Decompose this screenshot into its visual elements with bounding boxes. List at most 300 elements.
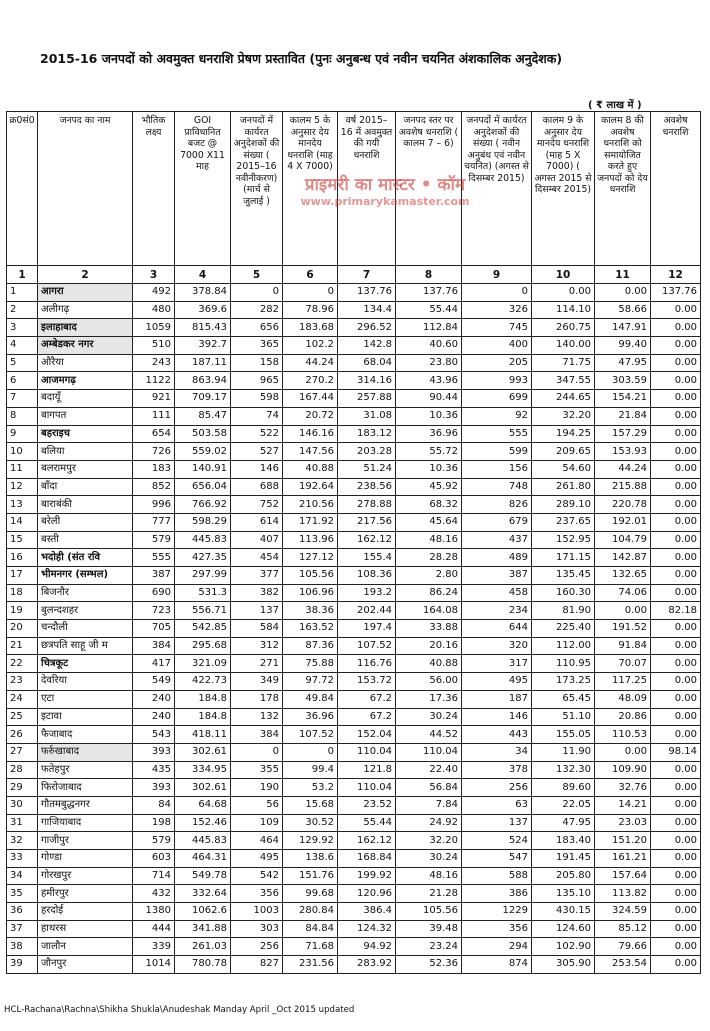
value-cell: 205.80 [532,867,595,885]
value-cell: 303 [231,920,283,938]
value-cell: 289.10 [532,496,595,514]
value-cell: 14.21 [595,796,651,814]
value-cell: 45.92 [396,478,462,496]
header-cell: क्र0सं0 [7,112,38,266]
value-cell: 555 [133,549,175,567]
value-cell: 51.10 [532,708,595,726]
value-cell: 48.16 [396,531,462,549]
value-cell: 167.44 [283,390,338,408]
serial-cell: 25 [7,708,38,726]
value-cell: 152.95 [532,531,595,549]
value-cell: 146.16 [283,425,338,443]
value-cell: 531.3 [175,584,231,602]
value-cell: 129.92 [283,832,338,850]
district-cell: आजमगढ़ [38,372,133,390]
value-cell: 0.00 [651,460,701,478]
value-cell: 356 [231,885,283,903]
value-cell: 124.60 [532,920,595,938]
serial-cell: 32 [7,832,38,850]
value-cell: 112.84 [396,319,462,337]
value-cell: 1122 [133,372,175,390]
header-cell: जनपदों में कार्यरत अनुदेशकों की संख्या ( नवीन अनुबंध एवं नवीन चयनित) (अगस्त से दिसम्बर 2015) [462,112,532,266]
value-cell: 382 [231,584,283,602]
value-cell: 110.53 [595,726,651,744]
value-cell: 524 [462,832,532,850]
value-cell: 110.95 [532,655,595,673]
value-cell: 464 [231,832,283,850]
value-cell: 134.4 [338,301,396,319]
value-cell: 393 [133,743,175,761]
value-cell: 489 [462,549,532,567]
value-cell: 355 [231,761,283,779]
value-cell: 0.00 [651,425,701,443]
header-cell: अवशेष धनराशि [651,112,701,266]
column-number: 3 [133,266,175,284]
value-cell: 94.92 [338,938,396,956]
value-cell: 36.96 [396,425,462,443]
serial-cell: 15 [7,531,38,549]
value-cell: 102.90 [532,938,595,956]
value-cell: 194.25 [532,425,595,443]
value-cell: 193.2 [338,584,396,602]
value-cell: 418.11 [175,726,231,744]
value-cell: 0.00 [651,319,701,337]
value-cell: 407 [231,531,283,549]
value-cell: 993 [462,372,532,390]
value-cell: 261.80 [532,478,595,496]
value-cell: 1062.6 [175,903,231,921]
value-cell: 0.00 [651,372,701,390]
district-cell: गाजीपुर [38,832,133,850]
value-cell: 151.76 [283,867,338,885]
value-cell: 74 [231,407,283,425]
serial-cell: 33 [7,850,38,868]
value-cell: 87.36 [283,637,338,655]
value-cell: 244.65 [532,390,595,408]
serial-cell: 1 [7,284,38,302]
value-cell: 55.44 [396,301,462,319]
value-cell: 102.2 [283,337,338,355]
value-cell: 205 [462,354,532,372]
value-cell: 656 [231,319,283,337]
value-cell: 67.2 [338,708,396,726]
value-cell: 142.87 [595,549,651,567]
district-cell: गोण्डा [38,850,133,868]
value-cell: 0.00 [651,337,701,355]
value-cell: 0.00 [651,443,701,461]
value-cell: 108.36 [338,567,396,585]
value-cell: 109.90 [595,761,651,779]
value-cell: 137.76 [338,284,396,302]
value-cell: 283.92 [338,956,396,974]
value-cell: 81.90 [532,602,595,620]
value-cell: 314.16 [338,372,396,390]
value-cell: 203.28 [338,443,396,461]
value-cell: 261.03 [175,938,231,956]
value-cell: 113.82 [595,885,651,903]
value-cell: 780.78 [175,956,231,974]
serial-cell: 11 [7,460,38,478]
value-cell: 584 [231,620,283,638]
value-cell: 74.06 [595,584,651,602]
table-row [7,620,701,638]
value-cell: 156 [462,460,532,478]
value-cell: 158 [231,354,283,372]
table-row [7,655,701,673]
value-cell: 378 [462,761,532,779]
value-cell: 332.64 [175,885,231,903]
district-cell: हाथरस [38,920,133,938]
value-cell: 303.59 [595,372,651,390]
value-cell: 107.52 [338,637,396,655]
value-cell: 187 [462,690,532,708]
value-cell: 157.64 [595,867,651,885]
table-row [7,726,701,744]
value-cell: 334.95 [175,761,231,779]
value-cell: 71.75 [532,354,595,372]
value-cell: 0 [283,743,338,761]
table-row [7,867,701,885]
value-cell: 146 [462,708,532,726]
value-cell: 171.92 [283,513,338,531]
value-cell: 84.84 [283,920,338,938]
value-cell: 0 [231,284,283,302]
value-cell: 0.00 [532,284,595,302]
value-cell: 559.02 [175,443,231,461]
value-cell: 527 [231,443,283,461]
value-cell: 153.93 [595,443,651,461]
value-cell: 543 [133,726,175,744]
value-cell: 0.00 [651,796,701,814]
value-cell: 588 [462,867,532,885]
table-row [7,690,701,708]
value-cell: 135.10 [532,885,595,903]
column-number: 6 [283,266,338,284]
value-cell: 699 [462,390,532,408]
value-cell: 127.12 [283,549,338,567]
value-cell: 173.25 [532,673,595,691]
value-cell: 690 [133,584,175,602]
value-cell: 11.90 [532,743,595,761]
value-cell: 30.52 [283,814,338,832]
serial-cell: 19 [7,602,38,620]
value-cell: 191.52 [595,620,651,638]
serial-cell: 9 [7,425,38,443]
value-cell: 190 [231,779,283,797]
value-cell: 24.92 [396,814,462,832]
value-cell: 110.04 [338,743,396,761]
value-cell: 2.80 [396,567,462,585]
table-row [7,478,701,496]
value-cell: 184.8 [175,708,231,726]
value-cell: 164.08 [396,602,462,620]
value-cell: 187.11 [175,354,231,372]
column-number: 2 [38,266,133,284]
serial-cell: 12 [7,478,38,496]
table-row [7,673,701,691]
value-cell: 120.96 [338,885,396,903]
table-row [7,637,701,655]
district-cell: अम्बेडकर नगर [38,337,133,355]
column-number: 5 [231,266,283,284]
value-cell: 225.40 [532,620,595,638]
value-cell: 105.56 [283,567,338,585]
value-cell: 23.52 [338,796,396,814]
value-cell: 198 [133,814,175,832]
value-cell: 0.00 [651,726,701,744]
value-cell: 688 [231,478,283,496]
value-cell: 278.88 [338,496,396,514]
table-row [7,796,701,814]
value-cell: 0.00 [651,567,701,585]
value-cell: 0.00 [651,761,701,779]
serial-cell: 29 [7,779,38,797]
value-cell: 140.91 [175,460,231,478]
value-cell: 777 [133,513,175,531]
value-cell: 0.00 [651,584,701,602]
value-cell: 341.88 [175,920,231,938]
value-cell: 0.00 [651,496,701,514]
value-cell: 0.00 [651,390,701,408]
value-cell: 67.2 [338,690,396,708]
value-cell: 184.8 [175,690,231,708]
district-cell: बाराबंकी [38,496,133,514]
header-cell: जनपद स्तर पर अवशेष धनराशि ( कालम 7 – 6) [396,112,462,266]
value-cell: 54.60 [532,460,595,478]
district-cell: गाजियाबाद [38,814,133,832]
district-cell: फैजाबाद [38,726,133,744]
watermark-url: www.primarykamaster.com [300,195,470,208]
value-cell: 137.76 [651,284,701,302]
value-cell: 0.00 [651,637,701,655]
value-cell: 7.84 [396,796,462,814]
value-cell: 435 [133,761,175,779]
value-cell: 547 [462,850,532,868]
district-cell: फर्रुखाबाद [38,743,133,761]
table-row [7,354,701,372]
value-cell: 162.12 [338,832,396,850]
district-cell: बिजनौर [38,584,133,602]
value-cell: 33.88 [396,620,462,638]
value-cell: 38.36 [283,602,338,620]
value-cell: 271 [231,655,283,673]
value-cell: 257.88 [338,390,396,408]
table-row [7,337,701,355]
value-cell: 231.56 [283,956,338,974]
value-cell: 79.66 [595,938,651,956]
value-cell: 135.45 [532,567,595,585]
value-cell: 132.30 [532,761,595,779]
value-cell: 71.68 [283,938,338,956]
value-cell: 0.00 [651,655,701,673]
serial-cell: 39 [7,956,38,974]
serial-cell: 36 [7,903,38,921]
value-cell: 20.16 [396,637,462,655]
value-cell: 137 [231,602,283,620]
value-cell: 437 [462,531,532,549]
value-cell: 56.84 [396,779,462,797]
value-cell: 91.84 [595,637,651,655]
value-cell: 522 [231,425,283,443]
value-cell: 422.73 [175,673,231,691]
value-cell: 0.00 [651,407,701,425]
table-row [7,390,701,408]
value-cell: 458 [462,584,532,602]
value-cell: 99.4 [283,761,338,779]
column-number: 4 [175,266,231,284]
header-cell: कालम 9 के अनुसार देय मानदेय धनराशि (माह 5 X 7000) ( अगस्त 2015 से दिसम्बर 2015) [532,112,595,266]
district-cell: जौनपुर [38,956,133,974]
serial-cell: 6 [7,372,38,390]
value-cell: 82.18 [651,602,701,620]
district-cell: भदोही (संत रवि [38,549,133,567]
value-cell: 192.01 [595,513,651,531]
column-number: 7 [338,266,396,284]
value-cell: 400 [462,337,532,355]
value-cell: 549 [133,673,175,691]
table-row [7,319,701,337]
value-cell: 305.90 [532,956,595,974]
value-cell: 614 [231,513,283,531]
header-cell: कालम 8 की अवशेष धनराशि को समायोजित करते हुए जनपदों को देय धनराशि [595,112,651,266]
district-cell: औरैया [38,354,133,372]
value-cell: 47.95 [595,354,651,372]
table-row [7,779,701,797]
value-cell: 0.00 [651,814,701,832]
value-cell: 48.16 [396,867,462,885]
unit-note: ( ₹ लाख में ) [588,100,642,111]
value-cell: 162.12 [338,531,396,549]
value-cell: 0.00 [595,284,651,302]
value-cell: 32.20 [396,832,462,850]
value-cell: 579 [133,832,175,850]
value-cell: 171.15 [532,549,595,567]
value-cell: 464.31 [175,850,231,868]
value-cell: 495 [462,673,532,691]
table-row [7,284,701,302]
value-cell: 297.99 [175,567,231,585]
value-cell: 132 [231,708,283,726]
value-cell: 85.12 [595,920,651,938]
value-cell: 111 [133,407,175,425]
value-cell: 253.54 [595,956,651,974]
value-cell: 369.6 [175,301,231,319]
value-cell: 183.68 [283,319,338,337]
value-cell: 427.35 [175,549,231,567]
value-cell: 116.76 [338,655,396,673]
value-cell: 168.84 [338,850,396,868]
value-cell: 321.09 [175,655,231,673]
value-cell: 863.94 [175,372,231,390]
value-cell: 243 [133,354,175,372]
value-cell: 542 [231,867,283,885]
serial-cell: 8 [7,407,38,425]
value-cell: 0.00 [651,549,701,567]
value-cell: 112.00 [532,637,595,655]
value-cell: 110.04 [396,743,462,761]
value-cell: 295.68 [175,637,231,655]
value-cell: 280.84 [283,903,338,921]
serial-cell: 4 [7,337,38,355]
table-row [7,885,701,903]
district-cell: इलाहाबाद [38,319,133,337]
value-cell: 110.04 [338,779,396,797]
column-number: 9 [462,266,532,284]
value-cell: 44.24 [283,354,338,372]
district-cell: बरेली [38,513,133,531]
value-cell: 68.32 [396,496,462,514]
value-cell: 78.96 [283,301,338,319]
value-cell: 454 [231,549,283,567]
district-cell: एटा [38,690,133,708]
value-cell: 21.84 [595,407,651,425]
value-cell: 89.60 [532,779,595,797]
district-cell: बुलन्दशहर [38,602,133,620]
value-cell: 326 [462,301,532,319]
value-cell: 31.08 [338,407,396,425]
value-cell: 445.83 [175,832,231,850]
value-cell: 64.68 [175,796,231,814]
value-cell: 51.24 [338,460,396,478]
value-cell: 996 [133,496,175,514]
value-cell: 45.64 [396,513,462,531]
value-cell: 556.71 [175,602,231,620]
value-cell: 23.80 [396,354,462,372]
value-cell: 30.24 [396,708,462,726]
header-cell: कालम 5 के अनुसार देय मानदेय धनराशि (माह 4 X 7000) [283,112,338,266]
value-cell: 68.04 [338,354,396,372]
value-cell: 107.52 [283,726,338,744]
value-cell: 0.00 [651,301,701,319]
value-cell: 0.00 [651,690,701,708]
district-cell: इटावा [38,708,133,726]
column-number: 11 [595,266,651,284]
value-cell: 815.43 [175,319,231,337]
value-cell: 30.24 [396,850,462,868]
value-cell: 97.72 [283,673,338,691]
value-cell: 0 [462,284,532,302]
value-cell: 65.45 [532,690,595,708]
table-row [7,531,701,549]
value-cell: 709.17 [175,390,231,408]
table-row [7,814,701,832]
value-cell: 377 [231,567,283,585]
district-cell: आगरा [38,284,133,302]
value-cell: 549.78 [175,867,231,885]
district-cell: फिरोजाबाद [38,779,133,797]
value-cell: 202.44 [338,602,396,620]
value-cell: 0 [283,284,338,302]
value-cell: 44.52 [396,726,462,744]
serial-cell: 38 [7,938,38,956]
value-cell: 23.24 [396,938,462,956]
serial-cell: 17 [7,567,38,585]
table-row [7,708,701,726]
value-cell: 270.2 [283,372,338,390]
value-cell: 579 [133,531,175,549]
header-cell: वर्ष 2015–16 में अवमुक्त की गयी धनराशि [338,112,396,266]
value-cell: 444 [133,920,175,938]
table-row [7,443,701,461]
serial-cell: 3 [7,319,38,337]
value-cell: 152.04 [338,726,396,744]
value-cell: 312 [231,637,283,655]
value-cell: 260.75 [532,319,595,337]
value-cell: 748 [462,478,532,496]
table-row [7,372,701,390]
value-cell: 603 [133,850,175,868]
allocation-table [6,111,701,974]
